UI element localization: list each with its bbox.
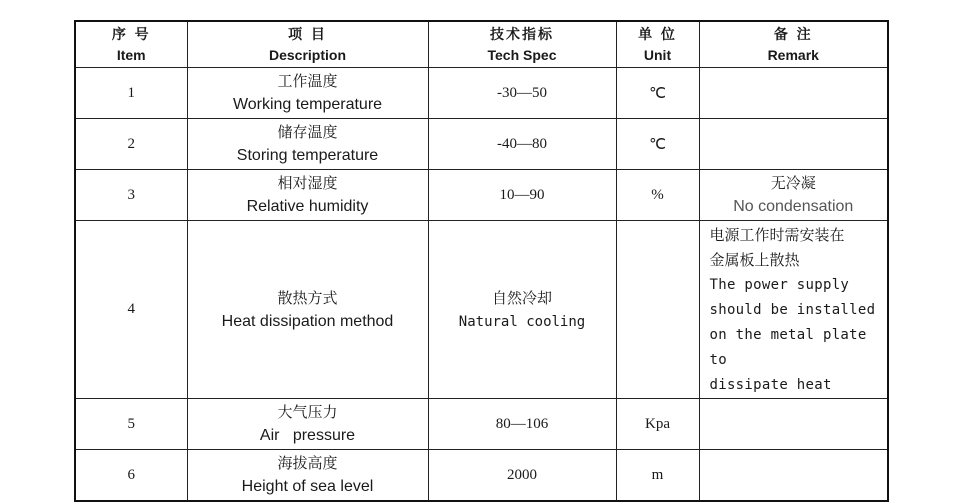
tech-spec-value: 10—90	[428, 170, 616, 221]
remark-cell	[699, 68, 888, 119]
unit-value: m	[616, 450, 699, 502]
header-unit	[616, 21, 699, 68]
tech-spec-cn: 自然冷却	[491, 288, 552, 307]
description-cn: 工作温度	[277, 72, 338, 90]
unit-value: ℃	[616, 68, 699, 119]
header-item-en: Item	[116, 46, 146, 63]
remark-cn: 无冷凝	[770, 174, 816, 192]
tech-spec-cell	[428, 221, 616, 399]
item-number: 5	[75, 399, 187, 450]
table-row	[75, 399, 888, 450]
remark-cell	[699, 170, 888, 221]
tech-spec-value: 80—106	[428, 399, 616, 450]
description-en: Heat dissipation method	[221, 312, 394, 330]
item-number: 6	[75, 450, 187, 502]
table-row	[75, 68, 888, 119]
header-tech-spec-en: Tech Spec	[487, 46, 557, 63]
header-tech-spec	[428, 21, 616, 68]
header-description	[187, 21, 428, 68]
unit-value: %	[616, 170, 699, 221]
item-number: 2	[75, 119, 187, 170]
description-en: Working temperature	[232, 96, 383, 113]
description-cell	[187, 450, 428, 502]
tech-spec-en: Natural cooling	[458, 313, 586, 330]
remark-cell	[699, 221, 888, 399]
description-cell	[187, 399, 428, 450]
description-cn: 大气压力	[277, 403, 338, 421]
tech-spec-value: -30—50	[428, 68, 616, 119]
remark-en-line: dissipate heat	[709, 377, 832, 393]
tech-spec-value: 2000	[428, 450, 616, 502]
item-number: 3	[75, 170, 187, 221]
header-remark	[699, 21, 888, 68]
header-unit-cn: 单 位	[638, 26, 677, 43]
description-cell	[187, 68, 428, 119]
unit-value: ℃	[616, 119, 699, 170]
header-remark-en: Remark	[767, 46, 819, 63]
remark-cell	[699, 450, 888, 502]
description-cn: 海拔高度	[277, 454, 338, 472]
header-item	[75, 21, 187, 68]
description-cn: 散热方式	[277, 288, 338, 307]
description-cn: 储存温度	[277, 123, 338, 141]
remark-cell	[699, 119, 888, 170]
header-tech-spec-cn: 技术指标	[490, 26, 554, 43]
table-row	[75, 450, 888, 502]
description-cell	[187, 170, 428, 221]
table-row	[75, 119, 888, 170]
header-remark-cn: 备 注	[773, 26, 813, 43]
item-number: 4	[75, 221, 187, 399]
header-row	[75, 21, 888, 68]
header-description-cn: 项 目	[288, 26, 327, 43]
description-cn: 相对湿度	[277, 174, 338, 192]
table-row	[75, 221, 888, 399]
table-row	[75, 170, 888, 221]
unit-value: Kpa	[616, 399, 699, 450]
description-en: Storing temperature	[236, 147, 379, 164]
item-number: 1	[75, 68, 187, 119]
remark-cell	[699, 399, 888, 450]
header-unit-en: Unit	[643, 46, 672, 63]
description-cell	[187, 119, 428, 170]
spec-table	[74, 20, 889, 502]
remark-en-line: The power supply	[709, 277, 850, 293]
header-description-en: Description	[268, 46, 346, 63]
remark-cn-line: 电源工作时需安装在	[709, 226, 845, 244]
description-en: Relative humidity	[246, 198, 369, 215]
unit-value	[616, 221, 699, 399]
remark-cn-line: 金属板上散热	[709, 251, 800, 269]
tech-spec-value: -40—80	[428, 119, 616, 170]
description-cell	[187, 221, 428, 399]
description-en: Height of sea level	[241, 478, 374, 495]
remark-en: No condensation	[733, 198, 854, 215]
remark-en-line: on the metal plate to	[709, 327, 867, 368]
header-item-cn: 序 号	[111, 26, 151, 43]
description-en: Air pressure	[259, 427, 356, 444]
remark-en-line: should be installed	[709, 302, 876, 318]
